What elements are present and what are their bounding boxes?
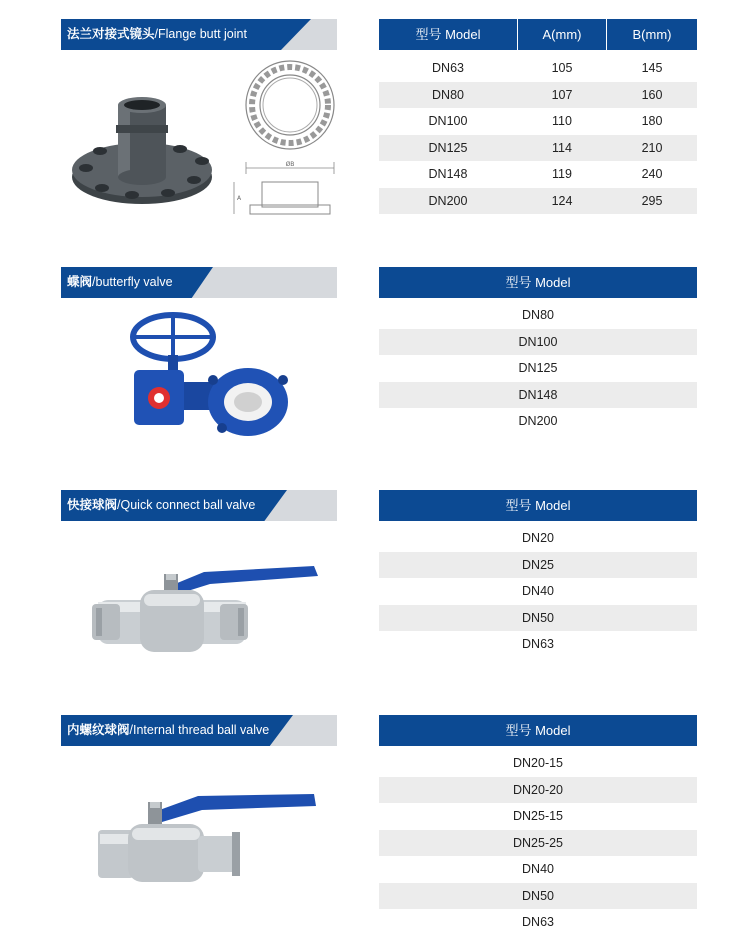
section-title-cn: 内螺纹球阀 bbox=[67, 723, 130, 737]
table-row: DN80 bbox=[522, 308, 554, 322]
table-row: DN20-20 bbox=[379, 777, 697, 804]
section-header-flange: 法兰对接式镜头/Flange butt joint bbox=[61, 19, 337, 50]
dim-label-a: A bbox=[237, 195, 242, 202]
flange-product-image bbox=[70, 95, 220, 210]
butterfly-valve-image bbox=[118, 310, 293, 438]
section-header-butterfly: 蝶阀/butterfly valve bbox=[61, 267, 337, 298]
section-title-en: Quick connect ball valve bbox=[120, 498, 256, 512]
table-row: DN148 bbox=[379, 382, 697, 409]
section-title-cn: 快接球阀 bbox=[67, 498, 118, 512]
dim-label-b: ØB bbox=[285, 161, 295, 168]
table-row: DN25-25 bbox=[379, 830, 697, 857]
column-header-a: A(mm) bbox=[542, 27, 582, 42]
section-title-en: butterfly valve bbox=[95, 275, 173, 289]
spec-table-header-internal-thread bbox=[379, 715, 697, 746]
table-row: DN40 bbox=[522, 862, 554, 876]
table-row: DN100 bbox=[379, 329, 697, 356]
section-header-quick-connect: 快接球阀/Quick connect ball valve bbox=[61, 490, 337, 521]
section-title-en: Internal thread ball valve bbox=[133, 723, 270, 737]
table-row: DN80 107 160 bbox=[379, 82, 697, 109]
flange-dimension-diagram bbox=[228, 60, 348, 220]
quick-connect-ball-valve-image bbox=[92, 562, 320, 658]
table-row: DN20-15 bbox=[512, 756, 564, 770]
table-row: DN50 bbox=[379, 883, 697, 910]
section-title-cn: 法兰对接式镜头 bbox=[67, 27, 155, 41]
column-header-model: 型号 Model bbox=[505, 723, 571, 738]
table-row: DN20 bbox=[522, 531, 554, 545]
table-row: DN63 105 145 bbox=[432, 61, 663, 75]
table-row: DN25-15 bbox=[512, 809, 564, 823]
table-row: DN40 bbox=[522, 584, 554, 598]
internal-thread-ball-valve-image bbox=[98, 788, 320, 888]
table-row: DN25 bbox=[379, 552, 697, 579]
section-title-en: Flange butt joint bbox=[158, 27, 247, 41]
table-row: DN63 bbox=[522, 637, 554, 651]
section-title-cn: 蝶阀 bbox=[67, 275, 93, 289]
table-row: DN63 bbox=[522, 915, 554, 929]
table-row: DN200 124 295 bbox=[379, 188, 697, 215]
column-header-b: B(mm) bbox=[632, 27, 672, 42]
table-row: DN148 119 240 bbox=[428, 167, 663, 181]
table-row: DN100 110 180 bbox=[428, 114, 663, 128]
table-row: DN125 114 210 bbox=[379, 135, 697, 162]
spec-table-header-flange bbox=[379, 19, 697, 50]
spec-table-header-quick-connect bbox=[379, 490, 697, 521]
spec-table-header-butterfly bbox=[379, 267, 697, 298]
section-header-internal-thread: 内螺纹球阀/Internal thread ball valve bbox=[61, 715, 337, 746]
table-row: DN200 bbox=[518, 414, 558, 428]
table-row: DN125 bbox=[518, 361, 558, 375]
column-header-model: 型号 Model bbox=[415, 27, 481, 42]
column-header-model: 型号 Model bbox=[505, 275, 571, 290]
table-row: DN50 bbox=[379, 605, 697, 632]
column-header-model: 型号 Model bbox=[505, 498, 571, 513]
